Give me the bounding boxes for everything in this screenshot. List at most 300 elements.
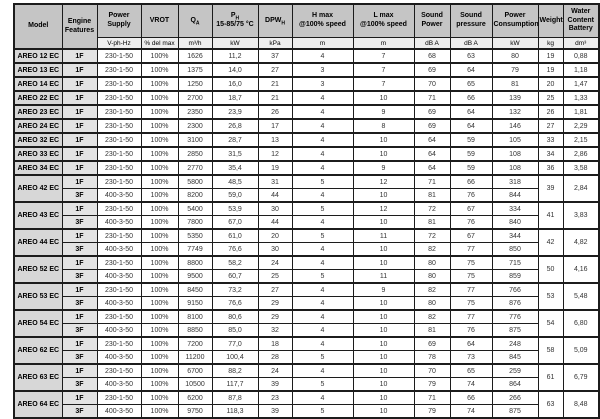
data-cell: 87,8	[212, 391, 258, 405]
data-cell: 64	[414, 147, 450, 161]
col-header-qa: $Q_A$	[178, 4, 212, 38]
data-cell: 100%	[141, 256, 178, 270]
data-cell: 10	[353, 147, 414, 161]
model-cell: AREO 23 EC	[14, 105, 62, 119]
table-row	[14, 202, 599, 216]
data-cell: 82	[414, 283, 450, 297]
data-cell: 4	[292, 133, 353, 147]
table-row	[14, 324, 599, 338]
data-cell: 67	[450, 202, 492, 216]
data-cell: 88,2	[212, 364, 258, 378]
data-cell: 59	[450, 133, 492, 147]
weight-cell: 27	[538, 119, 563, 133]
data-cell: 14,0	[212, 63, 258, 77]
data-cell: 76	[450, 324, 492, 338]
water-content-cell: 5,48	[563, 283, 599, 310]
unit-sound-pressure: dB A	[450, 38, 492, 50]
data-cell: 100%	[141, 216, 178, 230]
data-cell: 65	[450, 364, 492, 378]
data-cell: 71	[414, 175, 450, 189]
data-cell: 79	[414, 405, 450, 419]
data-cell: 12	[258, 147, 292, 161]
weight-cell: 41	[538, 202, 563, 229]
datasheet-page	[0, 3, 600, 415]
table-row	[14, 256, 599, 270]
data-cell: 59	[450, 161, 492, 175]
data-cell: 117,7	[212, 378, 258, 392]
data-cell: 230-1-50	[97, 133, 141, 147]
table-row	[14, 105, 599, 119]
spec-table-body	[14, 49, 599, 418]
data-cell: 25	[258, 270, 292, 284]
data-cell: 266	[492, 391, 538, 405]
data-cell: 69	[414, 63, 450, 77]
table-row	[14, 351, 599, 365]
engine-feature-cell: 1F	[62, 229, 97, 243]
data-cell: 10	[353, 324, 414, 338]
data-cell: 230-1-50	[97, 161, 141, 175]
data-cell: 2350	[178, 105, 212, 119]
data-cell: 10	[353, 189, 414, 203]
water-content-cell: 3,58	[563, 161, 599, 175]
water-content-cell: 2,86	[563, 147, 599, 161]
data-cell: 876	[492, 297, 538, 311]
data-cell: 67	[450, 229, 492, 243]
unit-ph: kW	[212, 38, 258, 50]
col-header-ph: $P_H$ 15-85/75 °C	[212, 4, 258, 38]
engine-feature-cell: 1F	[62, 63, 97, 77]
data-cell: 81	[414, 324, 450, 338]
data-cell: 100%	[141, 202, 178, 216]
data-cell: 5	[292, 229, 353, 243]
weight-cell: 63	[538, 391, 563, 418]
engine-feature-cell: 3F	[62, 270, 97, 284]
data-cell: 76	[450, 216, 492, 230]
data-cell: 230-1-50	[97, 256, 141, 270]
water-content-cell: 8,48	[563, 391, 599, 418]
data-cell: 73,2	[212, 283, 258, 297]
weight-cell: 50	[538, 256, 563, 283]
col-header-model: Model	[14, 4, 62, 49]
table-row	[14, 310, 599, 324]
data-cell: 68	[414, 49, 450, 63]
data-cell: 105	[492, 133, 538, 147]
data-cell: 5	[292, 405, 353, 419]
table-row	[14, 216, 599, 230]
data-cell: 7	[353, 77, 414, 91]
data-cell: 77	[450, 310, 492, 324]
data-cell: 875	[492, 324, 538, 338]
data-cell: 400-3-50	[97, 216, 141, 230]
data-cell: 230-1-50	[97, 364, 141, 378]
unit-sound-power: dB A	[414, 38, 450, 50]
data-cell: 39	[258, 405, 292, 419]
table-row	[14, 63, 599, 77]
model-cell: AREO 42 EC	[14, 175, 62, 202]
data-cell: 24	[258, 256, 292, 270]
data-cell: 844	[492, 189, 538, 203]
data-cell: 59,0	[212, 189, 258, 203]
data-cell: 72	[414, 229, 450, 243]
data-cell: 2850	[178, 147, 212, 161]
data-cell: 64	[414, 133, 450, 147]
col-header-l-max: L max @100% speed	[353, 4, 414, 38]
water-content-cell: 6,80	[563, 310, 599, 337]
data-cell: 19	[258, 161, 292, 175]
data-cell: 4	[292, 310, 353, 324]
data-cell: 27	[258, 283, 292, 297]
data-cell: 7200	[178, 337, 212, 351]
engine-feature-cell: 1F	[62, 337, 97, 351]
engine-feature-cell: 1F	[62, 105, 97, 119]
data-cell: 248	[492, 337, 538, 351]
data-cell: 5800	[178, 175, 212, 189]
engine-feature-cell: 1F	[62, 283, 97, 297]
data-cell: 76,6	[212, 243, 258, 257]
data-cell: 845	[492, 351, 538, 365]
data-cell: 400-3-50	[97, 270, 141, 284]
data-cell: 100%	[141, 283, 178, 297]
data-cell: 10500	[178, 378, 212, 392]
data-cell: 58,2	[212, 256, 258, 270]
col-header-sound-pressure: Sound pressure	[450, 4, 492, 38]
weight-cell: 36	[538, 161, 563, 175]
unit-qa: m³/h	[178, 38, 212, 50]
data-cell: 100%	[141, 175, 178, 189]
data-cell: 44	[258, 189, 292, 203]
model-cell: AREO 63 EC	[14, 364, 62, 391]
unit-vrot: % del max	[141, 38, 178, 50]
model-cell: AREO 24 EC	[14, 119, 62, 133]
data-cell: 80	[414, 256, 450, 270]
table-row	[14, 147, 599, 161]
data-cell: 77,0	[212, 337, 258, 351]
data-cell: 53,9	[212, 202, 258, 216]
table-row	[14, 391, 599, 405]
data-cell: 400-3-50	[97, 297, 141, 311]
data-cell: 27	[258, 63, 292, 77]
water-content-cell: 1,18	[563, 63, 599, 77]
engine-feature-cell: 3F	[62, 189, 97, 203]
data-cell: 10	[353, 297, 414, 311]
data-cell: 7	[353, 49, 414, 63]
water-content-cell: 1,33	[563, 91, 599, 105]
water-content-cell: 0,88	[563, 49, 599, 63]
data-cell: 840	[492, 216, 538, 230]
col-header-power-supply: Power Supply	[97, 4, 141, 38]
data-cell: 18	[258, 337, 292, 351]
data-cell: 23,9	[212, 105, 258, 119]
engine-feature-cell: 1F	[62, 161, 97, 175]
data-cell: 5	[292, 378, 353, 392]
data-cell: 59	[450, 147, 492, 161]
data-cell: 100%	[141, 229, 178, 243]
data-cell: 100,4	[212, 351, 258, 365]
data-cell: 17	[258, 119, 292, 133]
data-cell: 71	[414, 91, 450, 105]
data-cell: 12	[353, 175, 414, 189]
data-cell: 75	[450, 270, 492, 284]
data-cell: 3	[292, 77, 353, 91]
data-cell: 715	[492, 256, 538, 270]
data-cell: 230-1-50	[97, 91, 141, 105]
data-cell: 1250	[178, 77, 212, 91]
table-row	[14, 337, 599, 351]
data-cell: 5	[292, 351, 353, 365]
data-cell: 4	[292, 119, 353, 133]
model-cell: AREO 12 EC	[14, 49, 62, 63]
data-cell: 4	[292, 91, 353, 105]
data-cell: 8100	[178, 310, 212, 324]
data-cell: 400-3-50	[97, 189, 141, 203]
engine-feature-cell: 3F	[62, 324, 97, 338]
data-cell: 64	[450, 63, 492, 77]
data-cell: 32	[258, 324, 292, 338]
data-cell: 28,7	[212, 133, 258, 147]
data-cell: 48,5	[212, 175, 258, 189]
data-cell: 100%	[141, 405, 178, 419]
data-cell: 69	[414, 337, 450, 351]
data-cell: 9500	[178, 270, 212, 284]
model-cell: AREO 34 EC	[14, 161, 62, 175]
col-header-power-consumption: Power Consumption	[492, 4, 538, 38]
data-cell: 4	[292, 337, 353, 351]
data-cell: 28	[258, 351, 292, 365]
data-cell: 80	[414, 270, 450, 284]
data-cell: 230-1-50	[97, 391, 141, 405]
data-cell: 2700	[178, 91, 212, 105]
data-cell: 230-1-50	[97, 175, 141, 189]
data-cell: 10	[353, 391, 414, 405]
data-cell: 8	[353, 119, 414, 133]
data-cell: 2300	[178, 119, 212, 133]
data-cell: 82	[414, 310, 450, 324]
data-cell: 64	[450, 337, 492, 351]
data-cell: 26,8	[212, 119, 258, 133]
data-cell: 4	[292, 161, 353, 175]
data-cell: 100%	[141, 119, 178, 133]
data-cell: 230-1-50	[97, 119, 141, 133]
data-cell: 12	[353, 202, 414, 216]
weight-cell: 58	[538, 337, 563, 364]
data-cell: 5	[292, 202, 353, 216]
weight-cell: 26	[538, 105, 563, 119]
weight-cell: 19	[538, 63, 563, 77]
data-cell: 100%	[141, 270, 178, 284]
unit-power-consumption: kW	[492, 38, 538, 50]
data-cell: 85,0	[212, 324, 258, 338]
water-content-cell: 4,16	[563, 256, 599, 283]
data-cell: 21	[258, 91, 292, 105]
data-cell: 76,6	[212, 297, 258, 311]
weight-cell: 19	[538, 49, 563, 63]
table-row	[14, 175, 599, 189]
engine-feature-cell: 3F	[62, 378, 97, 392]
data-cell: 100%	[141, 391, 178, 405]
data-cell: 230-1-50	[97, 202, 141, 216]
data-cell: 75	[450, 256, 492, 270]
data-cell: 100%	[141, 91, 178, 105]
engine-feature-cell: 1F	[62, 91, 97, 105]
water-content-cell: 2,29	[563, 119, 599, 133]
data-cell: 100%	[141, 147, 178, 161]
data-cell: 100%	[141, 133, 178, 147]
data-cell: 7749	[178, 243, 212, 257]
engine-feature-cell: 1F	[62, 364, 97, 378]
model-cell: AREO 14 EC	[14, 77, 62, 91]
data-cell: 230-1-50	[97, 49, 141, 63]
model-cell: AREO 33 EC	[14, 147, 62, 161]
data-cell: 81	[492, 77, 538, 91]
data-cell: 10	[353, 310, 414, 324]
data-cell: 23	[258, 391, 292, 405]
data-cell: 65	[450, 77, 492, 91]
water-content-cell: 6,79	[563, 364, 599, 391]
data-cell: 230-1-50	[97, 310, 141, 324]
model-cell: AREO 32 EC	[14, 133, 62, 147]
spec-table	[13, 3, 600, 419]
table-row	[14, 270, 599, 284]
data-cell: 31	[258, 175, 292, 189]
data-cell: 4	[292, 189, 353, 203]
data-cell: 31,5	[212, 147, 258, 161]
data-cell: 100%	[141, 161, 178, 175]
data-cell: 9150	[178, 297, 212, 311]
data-cell: 44	[258, 216, 292, 230]
units-row	[14, 38, 599, 50]
data-cell: 3100	[178, 133, 212, 147]
data-cell: 10	[353, 243, 414, 257]
engine-feature-cell: 1F	[62, 256, 97, 270]
water-content-cell: 2,84	[563, 175, 599, 202]
data-cell: 29	[258, 310, 292, 324]
col-header-water-content: Water Content Battery	[563, 4, 599, 38]
weight-cell: 34	[538, 147, 563, 161]
data-cell: 11200	[178, 351, 212, 365]
data-cell: 400-3-50	[97, 324, 141, 338]
col-header-dpw: $DPW_H$	[258, 4, 292, 38]
engine-feature-cell: 3F	[62, 351, 97, 365]
data-cell: 230-1-50	[97, 283, 141, 297]
data-cell: 64	[414, 161, 450, 175]
model-cell: AREO 54 EC	[14, 310, 62, 337]
data-cell: 29	[258, 297, 292, 311]
table-row	[14, 77, 599, 91]
data-cell: 8200	[178, 189, 212, 203]
data-cell: 75	[450, 297, 492, 311]
engine-feature-cell: 3F	[62, 216, 97, 230]
weight-cell: 25	[538, 91, 563, 105]
table-row	[14, 119, 599, 133]
data-cell: 100%	[141, 378, 178, 392]
data-cell: 4	[292, 297, 353, 311]
data-cell: 79	[492, 63, 538, 77]
data-cell: 71	[414, 391, 450, 405]
data-cell: 1626	[178, 49, 212, 63]
data-cell: 766	[492, 283, 538, 297]
data-cell: 259	[492, 364, 538, 378]
data-cell: 100%	[141, 310, 178, 324]
data-cell: 146	[492, 119, 538, 133]
engine-feature-cell: 3F	[62, 405, 97, 419]
data-cell: 400-3-50	[97, 405, 141, 419]
data-cell: 100%	[141, 364, 178, 378]
weight-cell: 20	[538, 77, 563, 91]
table-header	[14, 4, 599, 49]
data-cell: 230-1-50	[97, 229, 141, 243]
model-cell: AREO 62 EC	[14, 337, 62, 364]
data-cell: 10	[353, 351, 414, 365]
data-cell: 60,7	[212, 270, 258, 284]
data-cell: 400-3-50	[97, 351, 141, 365]
table-row	[14, 297, 599, 311]
header-row	[14, 4, 599, 38]
data-cell: 70	[414, 77, 450, 91]
data-cell: 10	[353, 378, 414, 392]
data-cell: 108	[492, 161, 538, 175]
data-cell: 4	[292, 364, 353, 378]
table-row	[14, 91, 599, 105]
data-cell: 3	[292, 63, 353, 77]
data-cell: 400-3-50	[97, 378, 141, 392]
data-cell: 100%	[141, 105, 178, 119]
data-cell: 11	[353, 229, 414, 243]
engine-feature-cell: 3F	[62, 243, 97, 257]
data-cell: 63	[450, 49, 492, 63]
data-cell: 24	[258, 364, 292, 378]
data-cell: 9	[353, 283, 414, 297]
data-cell: 7	[353, 63, 414, 77]
col-header-engine-features: Engine Features	[62, 4, 97, 49]
unit-h-max: m	[292, 38, 353, 50]
data-cell: 26	[258, 105, 292, 119]
water-content-cell: 1,47	[563, 77, 599, 91]
data-cell: 139	[492, 91, 538, 105]
data-cell: 10	[353, 91, 414, 105]
data-cell: 100%	[141, 189, 178, 203]
data-cell: 2770	[178, 161, 212, 175]
data-cell: 344	[492, 229, 538, 243]
table-row	[14, 49, 599, 63]
data-cell: 318	[492, 175, 538, 189]
data-cell: 10	[353, 364, 414, 378]
model-cell: AREO 53 EC	[14, 283, 62, 310]
data-cell: 74	[450, 405, 492, 419]
data-cell: 100%	[141, 337, 178, 351]
engine-feature-cell: 1F	[62, 175, 97, 189]
data-cell: 7800	[178, 216, 212, 230]
data-cell: 9750	[178, 405, 212, 419]
engine-feature-cell: 1F	[62, 310, 97, 324]
data-cell: 334	[492, 202, 538, 216]
model-cell: AREO 52 EC	[14, 256, 62, 283]
weight-cell: 53	[538, 283, 563, 310]
data-cell: 864	[492, 378, 538, 392]
data-cell: 100%	[141, 297, 178, 311]
weight-cell: 39	[538, 175, 563, 202]
data-cell: 80	[492, 49, 538, 63]
water-content-cell: 2,15	[563, 133, 599, 147]
data-cell: 5	[292, 175, 353, 189]
water-content-cell: 4,82	[563, 229, 599, 256]
engine-feature-cell: 1F	[62, 77, 97, 91]
data-cell: 9	[353, 105, 414, 119]
model-cell: AREO 64 EC	[14, 391, 62, 418]
data-cell: 35,4	[212, 161, 258, 175]
table-row	[14, 229, 599, 243]
data-cell: 20	[258, 229, 292, 243]
water-content-cell: 5,09	[563, 337, 599, 364]
